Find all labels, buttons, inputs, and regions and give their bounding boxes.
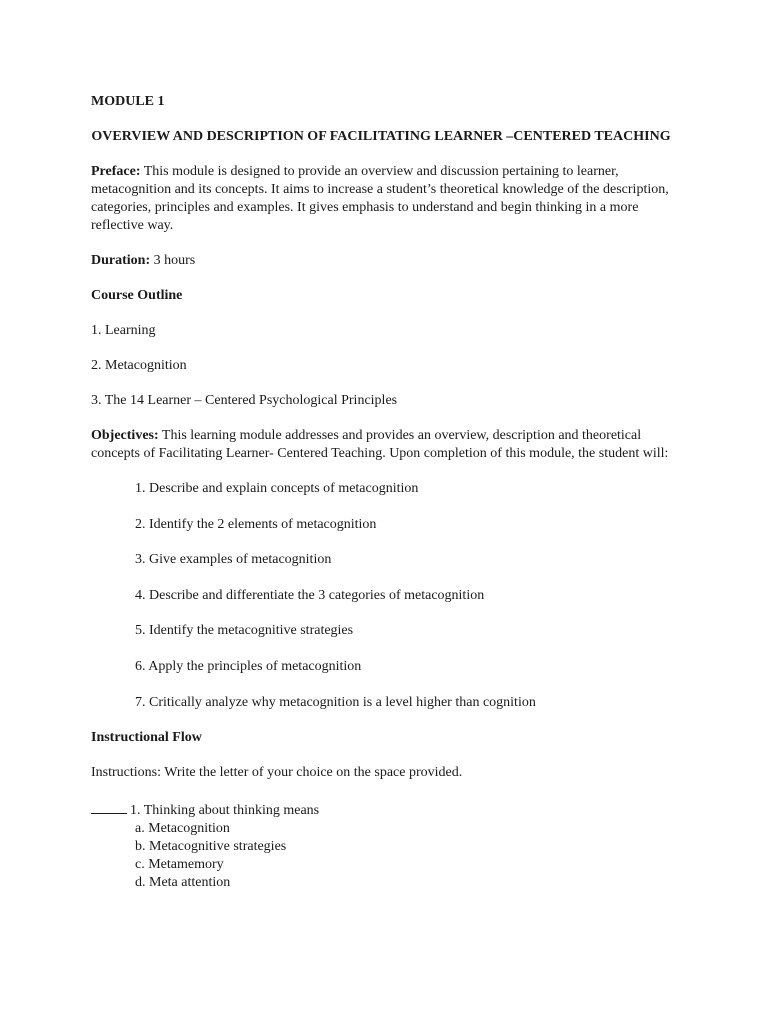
outline-item: 3. The 14 Learner – Centered Psychological Principles <box>91 393 398 408</box>
duration-line <box>91 252 671 270</box>
choice-item: b. Metacognitive strategies <box>135 838 287 854</box>
outline-item: 1. Learning <box>91 323 156 338</box>
objectives-text: This learning module addresses and provides an overview, description and theoretical concepts of Facilitating Learner- Centered Teaching. Upon completion of this module, the student will: <box>91 428 669 461</box>
module-label: MODULE 1 <box>91 94 165 109</box>
course-outline-heading: Course Outline <box>91 288 183 303</box>
outline-item: 2. Metacognition <box>91 358 187 373</box>
objective-item: 2. Identify the 2 elements of metacognition <box>135 516 377 532</box>
objective-item: 4. Describe and differentiate the 3 categories of metacognition <box>135 587 485 603</box>
objective-item: 6. Apply the principles of metacognition <box>135 658 362 674</box>
instructional-flow-heading: Instructional Flow <box>91 729 202 745</box>
duration-value: 3 hours <box>150 253 196 268</box>
choice-item: a. Metacognition <box>135 820 230 836</box>
question-text: 1. Thinking about thinking means <box>130 802 320 818</box>
duration-label: Duration: <box>91 253 151 268</box>
answer-blank[interactable] <box>91 799 127 814</box>
preface-paragraph <box>91 163 671 235</box>
objective-item: 5. Identify the metacognitive strategies <box>135 623 354 639</box>
instructions-text: Instructions: Write the letter of your choice on the space provided. <box>91 764 463 780</box>
document-page <box>91 93 671 892</box>
preface-label: Preface: <box>91 164 141 179</box>
choice-item: d. Meta attention <box>135 874 231 890</box>
question-block <box>91 799 671 892</box>
objective-item: 3. Give examples of metacognition <box>135 552 332 568</box>
objective-item: 7. Critically analyze why metacognition is a level higher than cognition <box>135 694 536 710</box>
choice-item: c. Metamemory <box>135 856 224 872</box>
objectives-paragraph <box>91 427 671 463</box>
question-line <box>91 799 671 820</box>
objectives-label: Objectives: <box>91 428 159 443</box>
document-title: OVERVIEW AND DESCRIPTION OF FACILITATING LEARNER –CENTERED TEACHING <box>91 129 671 144</box>
objectives-list <box>91 480 671 712</box>
objective-item: 1. Describe and explain concepts of metacognition <box>135 481 419 496</box>
choice-list <box>91 820 671 892</box>
preface-text: This module is designed to provide an overview and discussion pertaining to learner, metacognition and its concepts. It aims to increase a student’s theoretical knowledge of the description, categories, principles and examples. It gives emphasis to understand and begin thinking in a more reflective way. <box>91 164 669 233</box>
